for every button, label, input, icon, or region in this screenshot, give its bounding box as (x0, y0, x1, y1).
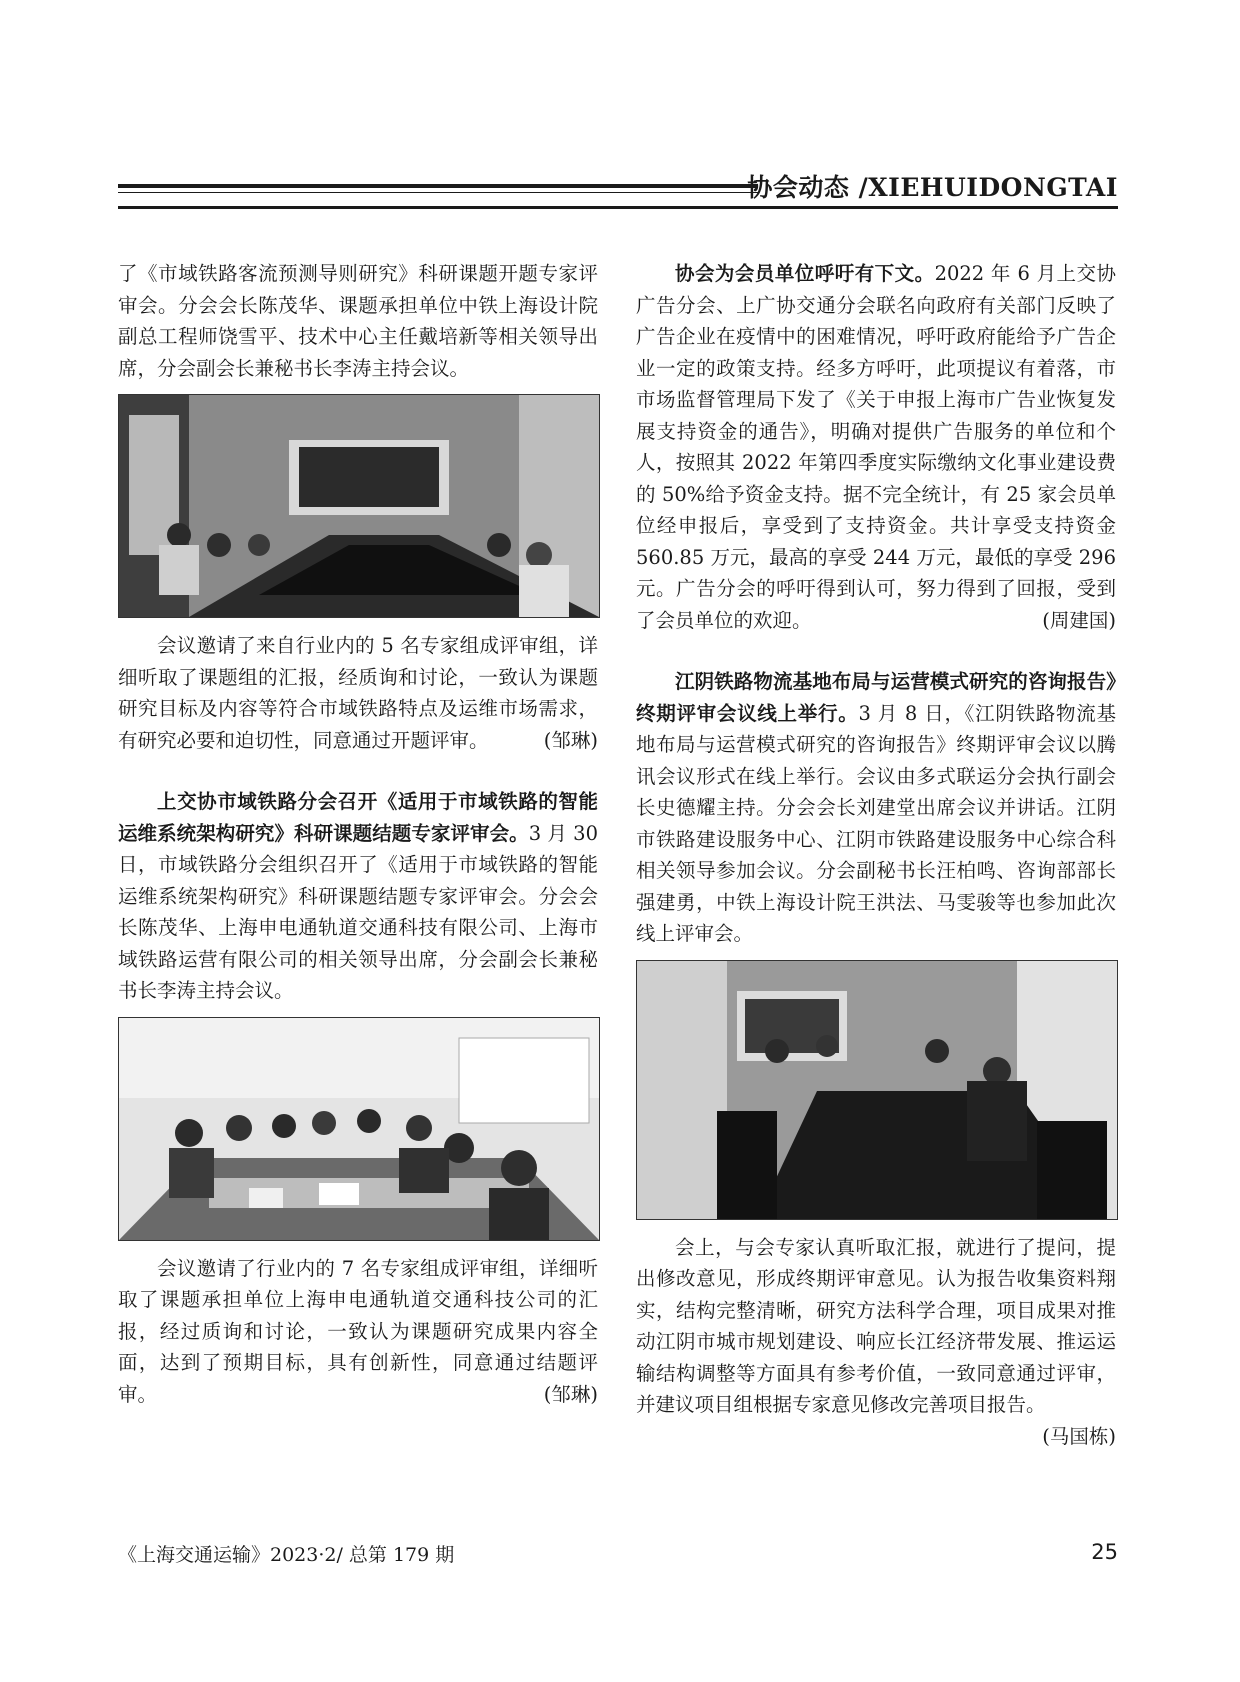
article-body: 3 月 8 日，《江阴铁路物流基地布局与运营模式研究的咨询报告》终期评审会议以腾讯会议形式在线上举行。会议由多式联运分会执行副会长史德耀主持。分会会长刘建堂出席会议并讲话。江阴市铁路建设服务中心、江阴市铁路建设服务中心综合科相关领导参加会议。分会副秘书长汪柏鸣、咨询部部长强建勇，中铁上海设计院王洪法、马雯骏等也参加此次线上评审会。 (636, 701, 1116, 945)
left-paragraph-1: 了《市域铁路客流预测导则研究》科研课题开题专家评审会。分会会长陈茂华、课题承担单位中铁上海设计院副总工程师饶雪平、技术中心主任戴培新等相关领导出席，分会副会长兼秘书长李涛主持会议。 (118, 262, 598, 380)
left-paragraph-2-text: 会议邀请了来自行业内的 5 名专家组成评审组，详细听取了课题组的汇报，经质询和讨论，一致认为课题研究目标及内容等符合市域铁路特点及运维市场需求，有研究必要和迫切性，同意通过开题评审。 (118, 634, 598, 752)
header-bottom-rule (118, 206, 1118, 209)
left-paragraph-2 (118, 630, 598, 756)
article-title: 上交协市域铁路分会召开《适用于市域铁路的智能运维系统架构研究》科研课题结题专家评审会。 (118, 790, 598, 845)
article-title: 江阴铁路物流基地布局与运营模式研究的咨询报告》终期评审会议线上举行。 (636, 670, 1116, 725)
article-title: 协会为会员单位呼吁有下文。 (675, 262, 935, 285)
left-column (118, 258, 598, 1410)
left-paragraph-4-text: 会议邀请了行业内的 7 名专家组成评审组，详细听取了课题承担单位上海申电通轨道交通科技公司的汇报，经过质询和讨论，一致认为课题研究成果内容全面，达到了预期目标，具有创新性，同意通过结题评审。 (118, 1256, 598, 1406)
section-title: 协会动态 /XIEHUIDONGTAI (747, 173, 1118, 202)
header-rule-thin (118, 192, 758, 193)
right-paragraph-1 (636, 258, 1116, 636)
article-body: 2022 年 6 月上交协广告分会、上广协交通分会联名向政府有关部门反映了广告企业在疫情中的困难情况，呼吁政府能给予广告企业一定的政策支持。经多方呼吁，此项提议有着落，市市场监督管理局下发了《关于申报上海市广告业恢复发展支持资金的通告》，明确对提供广告服务的单位和个人，按照其 2022 年第四季度实际缴纳文化事业建设费的 50%给予资金支持。据不完全统计，有 25 家会员单位经申报后，享受到了支持资金。共计享受支持资金 560.85 万元，最高的享受 244 万元，最低的享受 296 元。广告分会的呼吁得到认可，努力得到了回报，受到了会员单位的欢迎。 (636, 262, 1116, 632)
right-paragraph-3-text: 会上，与会专家认真听取汇报，就进行了提问，提出修改意见，形成终期评审意见。认为报告收集资料翔实，结构完整清晰，研究方法科学合理，项目成果对推动江阴市城市规划建设、响应长江经济带发展、推运运输结构调整等方面具有参考价值，一致同意通过评审，并建议项目组根据专家意见修改完善项目报告。 (636, 1235, 1116, 1416)
author-credit: (邹琳) (543, 1382, 598, 1406)
journal-citation: 《上海交通运输》2023·2/ 总第 179 期 (118, 1544, 455, 1566)
author-credit: (周建国) (1042, 608, 1116, 632)
article-body: 3 月 30 日，市域铁路分会组织召开了《适用于市域铁路的智能运维系统架构研究》科研课题结题专家评审会。分会会长陈茂华、上海申电通轨道交通科技有限公司、上海市域铁路运营有限公司的相关领导出席，分会副会长兼秘书长李涛主持会议。 (118, 821, 598, 1002)
right-paragraph-3 (636, 1232, 1116, 1448)
meeting-photo-1 (118, 394, 600, 618)
author-credit: (马国栋) (1042, 1424, 1116, 1448)
meeting-photo-2 (118, 1017, 600, 1241)
meeting-photo-3 (636, 960, 1118, 1220)
left-paragraph-3 (118, 786, 598, 1007)
right-column (636, 258, 1116, 1452)
header-rule (118, 184, 758, 188)
left-paragraph-4 (118, 1253, 598, 1411)
right-paragraph-2 (636, 666, 1116, 950)
author-credit: (邹琳) (543, 728, 598, 752)
page-number: 25 (1091, 1540, 1118, 1564)
